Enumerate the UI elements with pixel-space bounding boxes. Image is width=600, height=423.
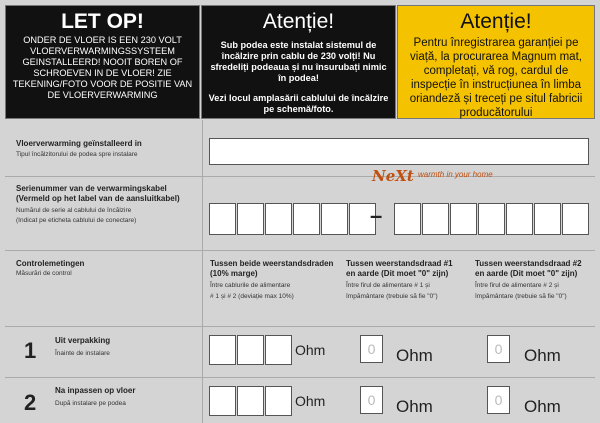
serial-digit-box[interactable]	[422, 203, 449, 235]
row-label: Na inpassen op vloer	[55, 386, 136, 395]
col2-label-note: en aarde (Dit moet "0" zijn)	[346, 269, 449, 278]
serial-digit-box[interactable]	[534, 203, 561, 235]
col3-label-note: en aarde (Dit moet "0" zijn)	[475, 269, 578, 278]
ground-check-box[interactable]: 0	[487, 335, 510, 363]
row-number: 2	[24, 390, 37, 415]
serial-sublabel: Numărul de serie al cablului de încălzire	[16, 207, 132, 214]
resistance-digit-box[interactable]	[209, 386, 236, 416]
col2-label: Tussen weerstandsdraad #1	[346, 259, 453, 268]
warning-panel-dutch	[5, 5, 200, 119]
panel-title: Atenție!	[262, 10, 335, 33]
ground-check-box[interactable]: 0	[360, 335, 383, 363]
serial-digit-box[interactable]	[237, 203, 264, 235]
col2-sublabel-note: împământare (trebuie să fie "0")	[346, 293, 438, 300]
serial-digit-box[interactable]	[394, 203, 421, 235]
serial-digit-box[interactable]	[450, 203, 477, 235]
serial-digit-box[interactable]	[478, 203, 505, 235]
resistance-digit-box[interactable]	[265, 386, 292, 416]
panel-title: Atenție!	[460, 10, 532, 33]
row-divider	[5, 326, 595, 327]
ohm-unit: Ohm	[295, 342, 326, 358]
panel-body: Sub podea este instalat sistemul de încălzire prin cablu de 230 volți! Nu sfredeliți podeaua și nu însurubați nimic în podea!	[210, 40, 387, 83]
col2-sublabel: Între firul de alimentare # 1 și	[346, 282, 430, 289]
ohm-unit: Ohm	[524, 346, 561, 365]
row-label: Uit verpakking	[55, 336, 111, 345]
resistance-input-group	[209, 335, 292, 365]
serial-digit-box[interactable]	[209, 203, 236, 235]
row-divider	[5, 176, 595, 177]
serial-part-1	[209, 203, 376, 235]
row-divider	[5, 250, 595, 251]
panel-body: Pentru înregistrarea garanției pe viață, la procurarea Magnum mat, completați, vă rog, cardul de inspecție în instrucțiunea în limba oriandeză și treceți pe situl fabricii producătorului	[409, 37, 583, 119]
resistance-input-group	[209, 386, 292, 416]
installed-in-label: Vloerverwarming geïnstalleerd in	[16, 139, 142, 148]
ground-check-box[interactable]: 0	[360, 386, 383, 414]
serial-digit-box[interactable]	[293, 203, 320, 235]
col1-label: Tussen beide weerstandsdraden	[210, 259, 334, 268]
serial-digit-box[interactable]	[321, 203, 348, 235]
panel-body-secondary: Vezi locul amplasării cablului de încălzire pe schemă/foto.	[208, 93, 389, 114]
panel-title: LET OP!	[61, 10, 144, 33]
ohm-unit: Ohm	[396, 346, 433, 365]
col3-label: Tussen weerstandsdraad #2	[475, 259, 582, 268]
installed-in-field[interactable]	[209, 138, 589, 165]
watermark-brand: NeXt	[372, 167, 414, 185]
col1-label-note: (10% marge)	[210, 269, 258, 278]
installed-in-sublabel: Tipul încălzitorului de podea spre instalare	[16, 151, 138, 158]
measurements-label: Controlemetingen	[16, 259, 85, 268]
row-sublabel: După instalare pe podea	[55, 400, 126, 407]
serial-sublabel-note: (Indicat pe eticheta cablului de conectare)	[16, 217, 137, 224]
row-divider	[5, 377, 595, 378]
serial-digit-box[interactable]	[506, 203, 533, 235]
col1-sublabel: Între cablurile de alimentare	[210, 282, 291, 289]
warning-panel-romanian	[201, 5, 396, 119]
col3-sublabel: Între firul de alimentare # 2 și	[475, 282, 559, 289]
panel-body: ONDER DE VLOER IS EEN 230 VOLT VLOERVERWARMINGSSYSTEEM GEINSTALLEERD! NOOIT BOREN OF SCHROEVEN IN DE VLOER! ZIE TEKENING/FOTO VOOR DE POSITIE VAN DE VLOERVERWARMING	[12, 35, 193, 100]
ground-check-box[interactable]: 0	[487, 386, 510, 414]
row-number: 1	[24, 338, 37, 363]
col3-sublabel-note: împământare (trebuie să fie "0")	[475, 293, 567, 300]
serial-label-note: (Vermeld op het label van de aansluitkabel)	[16, 194, 180, 203]
serial-separator: –	[370, 203, 383, 228]
measurements-sublabel: Măsurări de control	[16, 270, 72, 277]
resistance-digit-box[interactable]	[237, 386, 264, 416]
serial-part-2	[394, 203, 589, 235]
warranty-panel	[397, 5, 595, 119]
ohm-unit: Ohm	[524, 397, 561, 416]
row-sublabel: Înainte de instalare	[55, 350, 110, 357]
col1-sublabel-note: # 1 și # 2 (deviație max 10%)	[210, 293, 294, 300]
serial-digit-box[interactable]	[562, 203, 589, 235]
serial-digit-box[interactable]	[265, 203, 292, 235]
watermark-tagline: warmth in your home	[418, 170, 493, 179]
resistance-digit-box[interactable]	[237, 335, 264, 365]
serial-label: Serienummer van de verwarmingskabel	[16, 184, 167, 193]
ohm-unit: Ohm	[295, 393, 326, 409]
resistance-digit-box[interactable]	[265, 335, 292, 365]
ohm-unit: Ohm	[396, 397, 433, 416]
resistance-digit-box[interactable]	[209, 335, 236, 365]
